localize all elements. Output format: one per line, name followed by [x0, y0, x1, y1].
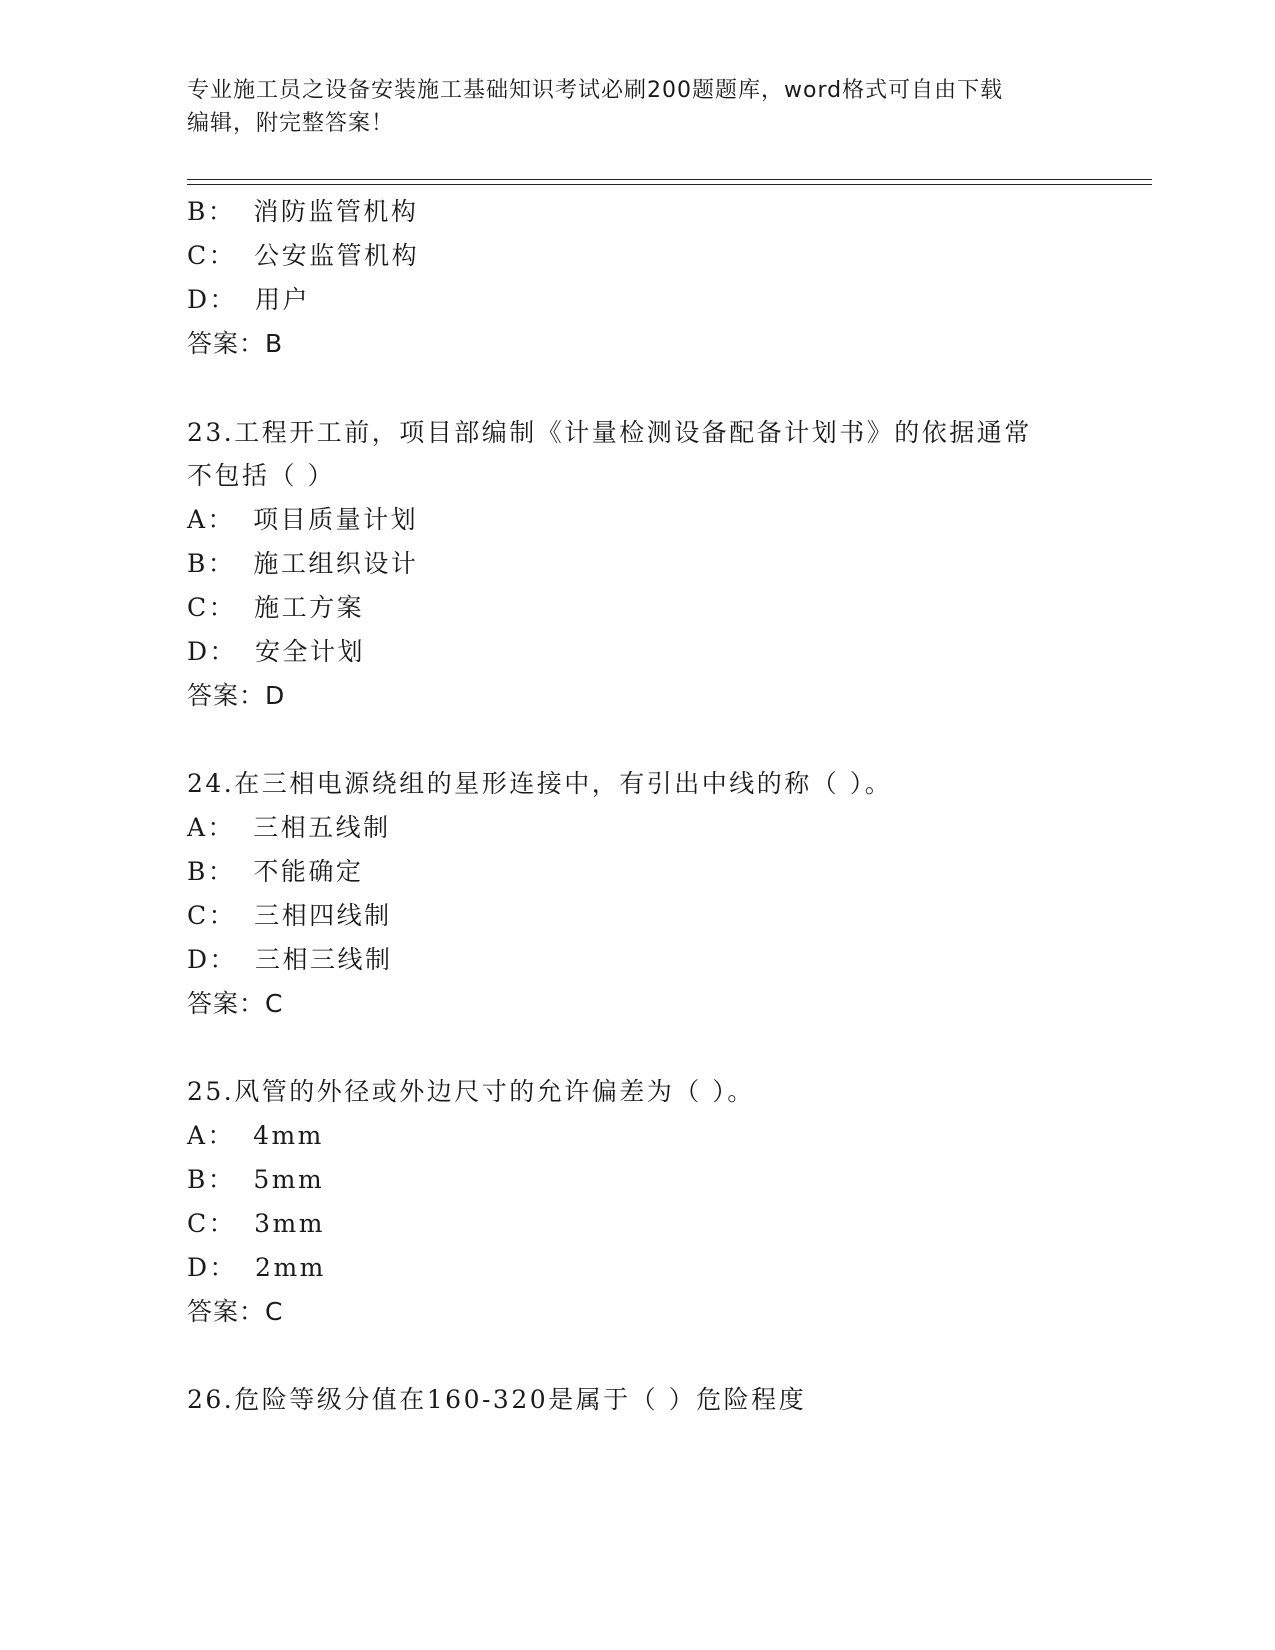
option-label: B：	[187, 1165, 236, 1194]
option-label: C：	[187, 241, 237, 270]
q25-stem-line-1: 25.风管的外径或外边尺寸的允许偏差为（ ）。	[187, 1077, 755, 1106]
option-label: C：	[187, 1209, 237, 1238]
header-line-2: 编辑，附完整答案！	[187, 111, 395, 136]
option-text: 施工方案	[254, 593, 365, 622]
option-label: C：	[187, 593, 237, 622]
option-label: C：	[187, 901, 237, 930]
option-text: 不能确定	[253, 857, 364, 886]
q24-option-c	[187, 896, 392, 932]
option-text: 施工组织设计	[253, 549, 419, 578]
option-label: B：	[187, 197, 236, 226]
option-text: 5mm	[253, 1165, 325, 1194]
header-rule-bottom	[187, 184, 1152, 185]
option-text: 安全计划	[255, 637, 366, 666]
option-text: 公安监管机构	[254, 241, 420, 270]
option-text: 三相三线制	[255, 945, 393, 974]
option-label: D：	[187, 285, 238, 314]
q25-option-a	[187, 1116, 324, 1152]
q24-option-d	[187, 940, 393, 976]
q22-answer: 答案：B	[187, 329, 284, 358]
q23-option-c	[187, 588, 364, 624]
q23-option-a	[187, 500, 418, 536]
option-label: A：	[187, 813, 236, 842]
q23-stem-line-2: 不包括（ ）	[187, 461, 335, 490]
option-text: 三相四线制	[254, 901, 392, 930]
option-label: B：	[187, 549, 236, 578]
q24-answer: 答案：C	[187, 989, 284, 1018]
q25-option-d	[187, 1248, 326, 1284]
option-label: D：	[187, 1253, 238, 1282]
option-text: 消防监管机构	[253, 197, 419, 226]
option-label: B：	[187, 857, 236, 886]
q26-stem-line-1: 26.危险等级分值在160-320是属于（ ）危险程度	[187, 1385, 807, 1414]
q23-option-b	[187, 544, 418, 580]
q23-answer: 答案：D	[187, 681, 286, 710]
q25-option-c	[187, 1204, 325, 1240]
option-label: D：	[187, 945, 238, 974]
header-rule-top	[187, 179, 1152, 180]
q24-option-a	[187, 808, 391, 844]
document-header	[187, 74, 1087, 140]
header-line-1: 专业施工员之设备安装施工基础知识考试必刷200题题库，word格式可自由下载	[187, 78, 1004, 103]
q25-option-b	[187, 1160, 324, 1196]
q22-option-d	[187, 280, 310, 316]
option-text: 3mm	[254, 1209, 325, 1238]
option-label: A：	[187, 505, 236, 534]
q24-stem-line-1: 24.在三相电源绕组的星形连接中，有引出中线的称（ ）。	[187, 769, 893, 798]
option-text: 项目质量计划	[253, 505, 419, 534]
option-text: 用户	[255, 285, 311, 314]
option-text: 2mm	[255, 1253, 326, 1282]
option-label: A：	[187, 1121, 236, 1150]
option-text: 4mm	[253, 1121, 324, 1150]
q22-option-b	[187, 192, 418, 228]
q23-stem-line-1: 23.工程开工前，项目部编制《计量检测设备配备计划书》的依据通常	[187, 418, 1032, 447]
option-text: 三相五线制	[253, 813, 391, 842]
q22-option-c	[187, 236, 419, 272]
q25-answer: 答案：C	[187, 1297, 284, 1326]
option-label: D：	[187, 637, 238, 666]
q24-option-b	[187, 852, 363, 888]
q23-option-d	[187, 632, 365, 668]
